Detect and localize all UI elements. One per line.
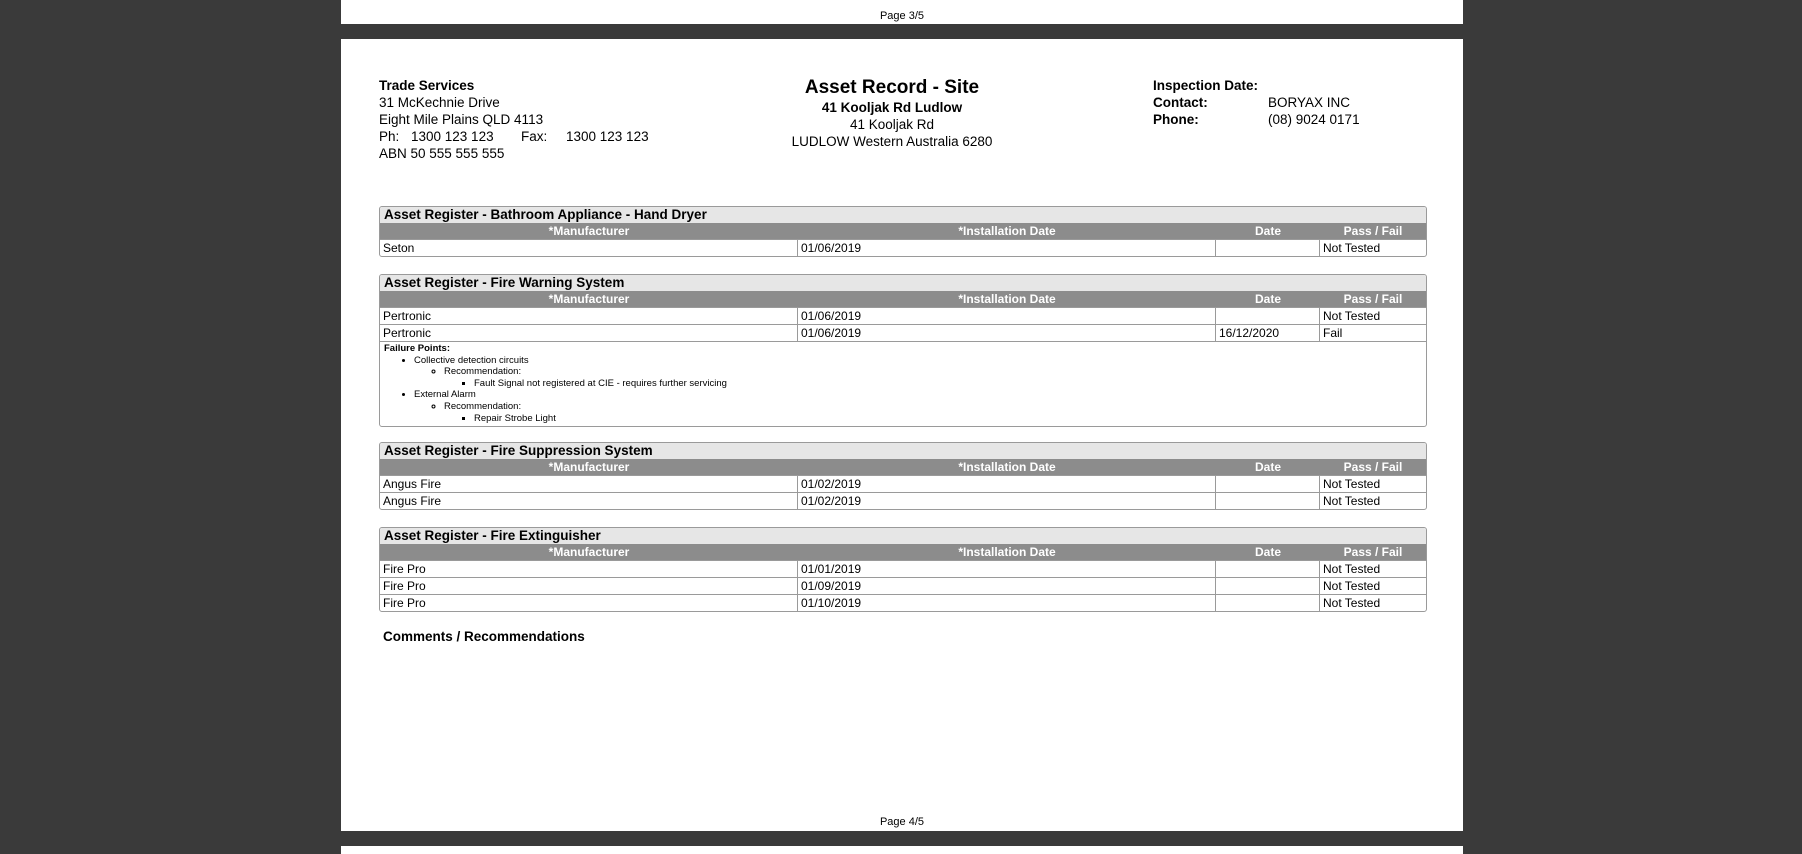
col-date: Date: [1254, 292, 1281, 306]
cell-date: [1216, 308, 1320, 324]
col-pass-fail: Pass / Fail: [1343, 292, 1403, 306]
table-row: [380, 475, 1426, 492]
recommendation-label: Recommendation:: [444, 400, 522, 412]
cell-installation-date: 01/06/2019: [798, 325, 1216, 341]
col-pass-fail: Pass / Fail: [1343, 460, 1403, 474]
cell-manufacturer: Fire Pro: [380, 578, 798, 594]
cell-pass-fail: Not Tested: [1323, 596, 1381, 610]
cell-pass-fail: Not Tested: [1323, 241, 1381, 255]
cell-date: [1216, 578, 1320, 594]
col-installation-date: *Installation Date: [958, 545, 1056, 559]
register-column-header: [380, 459, 1426, 475]
cell-installation-date: 01/02/2019: [798, 493, 1216, 509]
recommendation-item: [444, 366, 1422, 389]
recommendation-text: ▪ Repair Strobe Light: [474, 413, 1422, 425]
register-fire-warning-system: [379, 274, 1427, 427]
cell-pass-fail: Fail: [1323, 326, 1343, 340]
col-pass-fail: Pass / Fail: [1343, 545, 1403, 559]
cell-date: [1216, 493, 1320, 509]
contact-phone-value: (08) 9024 0171: [1268, 112, 1360, 127]
cell-date: 16/12/2020: [1216, 325, 1320, 341]
register-hand-dryer: [379, 206, 1427, 257]
failure-point-name: Collective detection circuits: [414, 354, 529, 366]
failure-points-list: [384, 355, 1422, 425]
cell-date: [1216, 561, 1320, 577]
phone-value: 1300 123 123: [411, 129, 494, 144]
page-5: [341, 846, 1463, 854]
cell-date: [1216, 240, 1320, 256]
register-column-header: [380, 544, 1426, 560]
recommendation-label: Recommendation:: [444, 366, 522, 378]
document-header: [641, 77, 1143, 150]
failure-point-item: [414, 389, 1422, 424]
col-manufacturer: *Manufacturer: [548, 460, 630, 474]
col-manufacturer: *Manufacturer: [548, 545, 630, 559]
col-manufacturer: *Manufacturer: [548, 224, 630, 238]
cell-manufacturer: Angus Fire: [380, 493, 798, 509]
table-row: [380, 239, 1426, 256]
cell-installation-date: 01/10/2019: [798, 595, 1216, 611]
phone-row: [1153, 111, 1360, 128]
fax-label: Fax:: [521, 129, 548, 144]
cell-pass-fail: Not Tested: [1323, 562, 1381, 576]
cell-manufacturer: Angus Fire: [380, 476, 798, 492]
register-fire-suppression-system: [379, 442, 1427, 510]
register-title: Asset Register - Fire Warning System: [380, 275, 1426, 291]
col-date: Date: [1254, 224, 1281, 238]
failure-points-label: Failure Points:: [384, 343, 450, 354]
site-address-line1: 41 Kooljak Rd: [849, 117, 935, 132]
table-row: [380, 594, 1426, 611]
cell-date: [1216, 476, 1320, 492]
contact-details: [1153, 77, 1360, 128]
contact-label: Contact:: [1153, 95, 1208, 110]
page-number-label: Page 3/5: [879, 10, 925, 22]
cell-manufacturer: Pertronic: [380, 325, 798, 341]
cell-manufacturer: Fire Pro: [380, 561, 798, 577]
failure-points: [380, 341, 1426, 426]
cell-installation-date: 01/01/2019: [798, 561, 1216, 577]
cell-installation-date: 01/02/2019: [798, 476, 1216, 492]
company-phone-fax: [379, 128, 649, 145]
register-column-header: [380, 223, 1426, 239]
failure-point-item: [414, 355, 1422, 390]
inspection-date-row: [1153, 77, 1360, 94]
col-installation-date: *Installation Date: [958, 224, 1056, 238]
col-pass-fail: Pass / Fail: [1343, 224, 1403, 238]
comments-heading: Comments / Recommendations: [383, 629, 585, 644]
table-row: [380, 307, 1426, 324]
table-row: [380, 577, 1426, 594]
cell-pass-fail: Not Tested: [1323, 494, 1381, 508]
register-title: Asset Register - Fire Extinguisher: [380, 528, 1426, 544]
recommendation-text: ▪ Fault Signal not registered at CIE - requires further servicing: [474, 378, 1422, 390]
col-installation-date: *Installation Date: [958, 292, 1056, 306]
register-title: Asset Register - Bathroom Appliance - Hand Dryer: [380, 207, 1426, 223]
cell-pass-fail: Not Tested: [1323, 579, 1381, 593]
col-manufacturer: *Manufacturer: [548, 292, 630, 306]
register-fire-extinguisher: [379, 527, 1427, 612]
col-installation-date: *Installation Date: [958, 460, 1056, 474]
register-column-header: [380, 291, 1426, 307]
cell-installation-date: 01/06/2019: [798, 240, 1216, 256]
col-date: Date: [1254, 460, 1281, 474]
cell-date: [1216, 595, 1320, 611]
cell-manufacturer: Seton: [380, 240, 798, 256]
company-name: Trade Services: [379, 78, 475, 93]
document-title: Asset Record - Site: [804, 77, 980, 98]
site-address-line2: LUDLOW Western Australia 6280: [791, 134, 993, 149]
inspection-date-label: Inspection Date:: [1153, 78, 1259, 93]
recommendation-item: [444, 401, 1422, 424]
cell-pass-fail: Not Tested: [1323, 309, 1381, 323]
contact-value: BORYAX INC: [1268, 95, 1351, 110]
cell-pass-fail: Not Tested: [1323, 477, 1381, 491]
page-3: [341, 0, 1463, 24]
contact-row: [1153, 94, 1360, 111]
table-row: [380, 560, 1426, 577]
table-row: [380, 324, 1426, 341]
failure-point-name: External Alarm: [414, 389, 476, 401]
cell-manufacturer: Fire Pro: [380, 595, 798, 611]
cell-installation-date: 01/09/2019: [798, 578, 1216, 594]
company-address-line1: 31 McKechnie Drive: [379, 95, 500, 110]
page-4: [341, 39, 1463, 831]
table-row: [380, 492, 1426, 509]
company-details: [379, 77, 649, 162]
site-name: 41 Kooljak Rd Ludlow: [821, 100, 963, 115]
contact-phone-label: Phone:: [1153, 112, 1199, 127]
fax-value: 1300 123 123: [566, 129, 649, 144]
col-date: Date: [1254, 545, 1281, 559]
page-number-label: Page 4/5: [879, 816, 925, 828]
company-address-line2: Eight Mile Plains QLD 4113: [379, 112, 544, 127]
cell-installation-date: 01/06/2019: [798, 308, 1216, 324]
company-abn: ABN 50 555 555 555: [379, 146, 505, 161]
register-title: Asset Register - Fire Suppression System: [380, 443, 1426, 459]
phone-label: Ph:: [379, 129, 400, 144]
cell-manufacturer: Pertronic: [380, 308, 798, 324]
